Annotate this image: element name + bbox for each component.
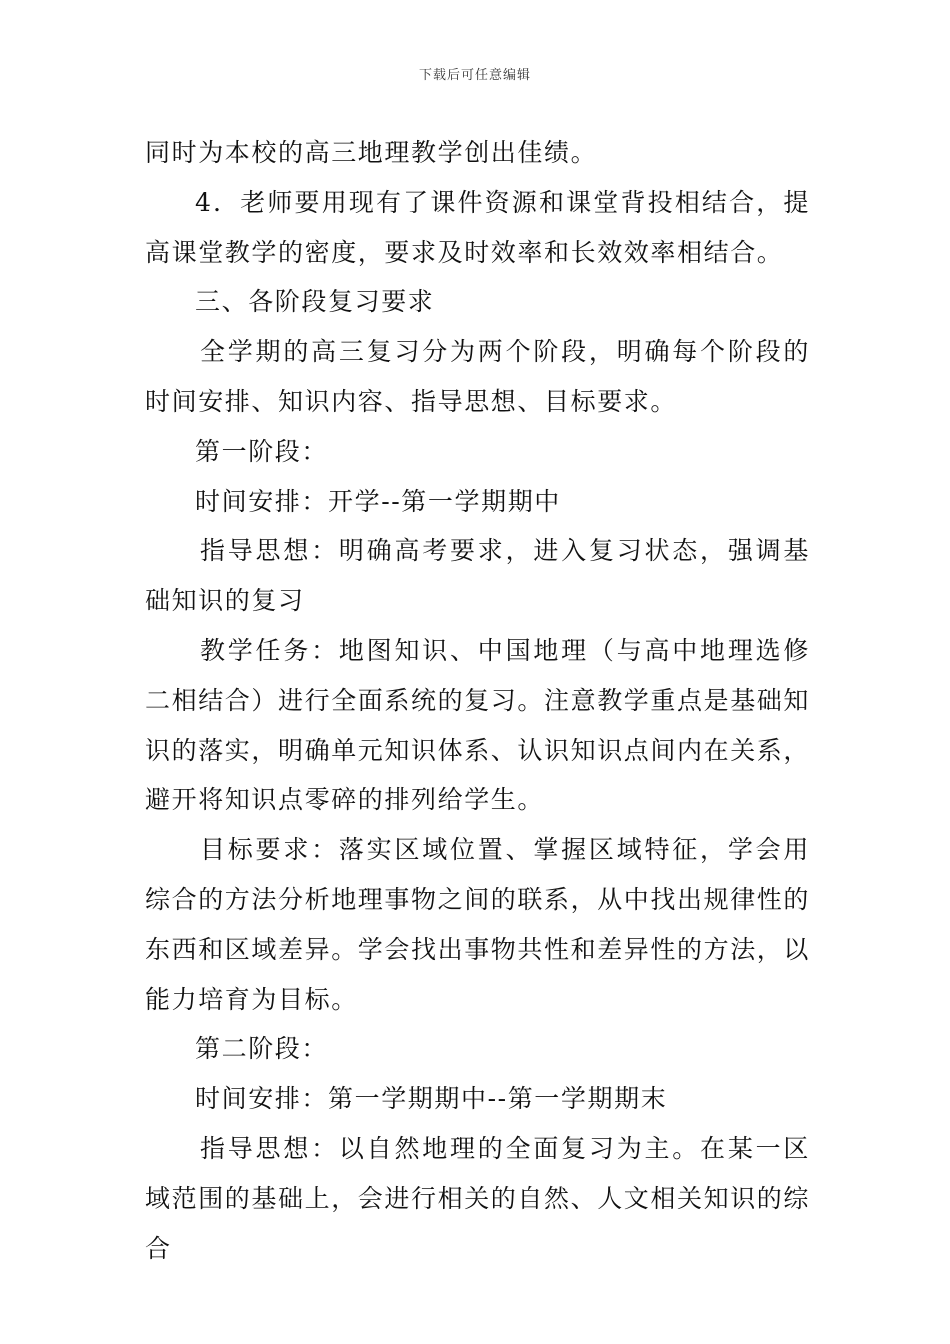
stage-one-goal: 目标要求：落实区域位置、掌握区域特征，学会用综合的方法分析地理事物之间的联系，从中找出规律性的东西和区域差异。学会找出事物共性和差异性的方法，以能力培育为目标。 bbox=[145, 835, 811, 1014]
stage-one-heading: 第一阶段： bbox=[195, 436, 329, 466]
stage-one-guiding-idea: 指导思想：明确高考要求，进入复习状态，强调基础知识的复习 bbox=[145, 536, 810, 616]
paragraph-semester-overview: 全学期的高三复习分为两个阶段，明确每个阶段的时间安排、知识内容、指导思想、目标要求。 bbox=[145, 337, 810, 416]
stage-two-guiding-idea: 指导思想：以自然地理的全面复习为主。在某一区域范围的基础上，会进行相关的自然、人文相关知识的综合 bbox=[145, 1133, 811, 1263]
document-body bbox=[145, 128, 810, 1273]
paragraph-item-4: 4．老师要用现有了课件资源和课堂背投相结合，提高课堂教学的密度，要求及时效率和长效效率相结合。 bbox=[145, 187, 810, 267]
paragraph-continuation: 同时为本校的高三地理教学创出佳绩。 bbox=[145, 138, 598, 167]
page-header-note: 下载后可任意编辑 bbox=[418, 68, 531, 83]
section-heading-review-requirements: 三、各阶段复习要求 bbox=[195, 287, 435, 317]
stage-one-teaching-task: 教学任务：地图知识、中国地理（与高中地理选修二相结合）进行全面系统的复习。注意教学重点是基础知识的落实，明确单元知识体系、认识知识点间内在关系，避开将知识点零碎的排列给学生。 bbox=[145, 635, 811, 815]
stage-two-schedule: 时间安排：第一学期期中--第一学期期末 bbox=[195, 1084, 668, 1114]
stage-one-schedule: 时间安排：开学--第一学期期中 bbox=[195, 486, 561, 516]
stage-two-heading: 第二阶段： bbox=[195, 1034, 329, 1064]
